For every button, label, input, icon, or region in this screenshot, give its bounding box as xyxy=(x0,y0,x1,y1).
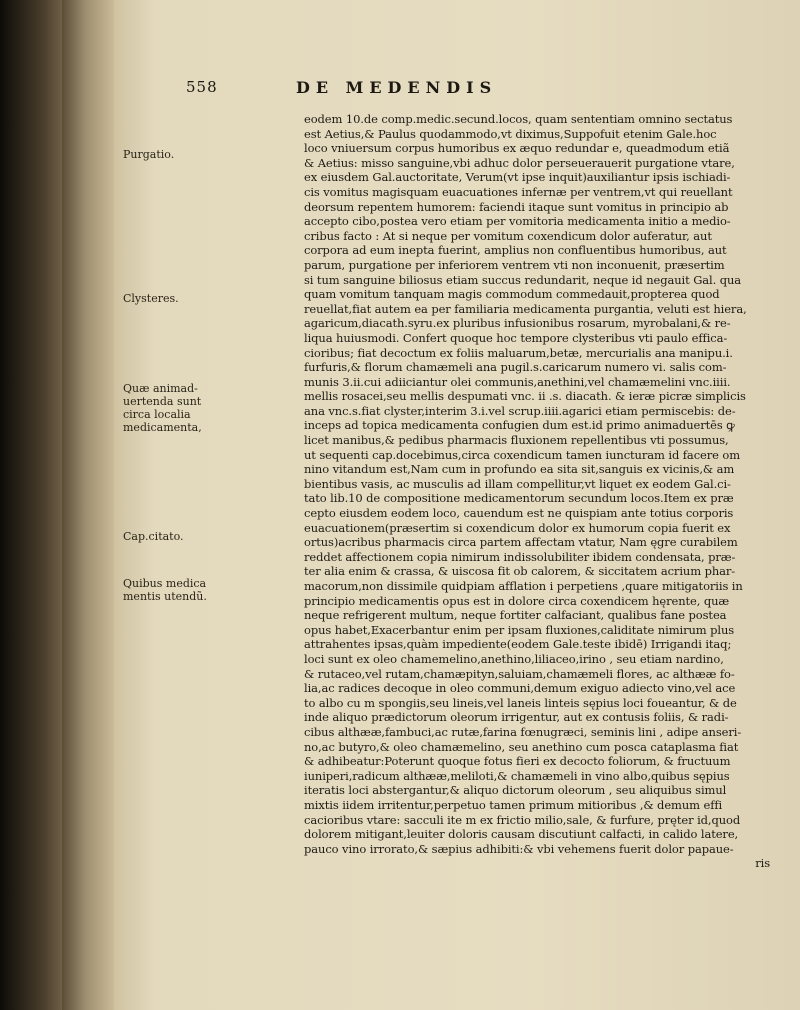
text-line: pauco vino irrorato,& sæpius adhibiti:& vbi vehemens fuerit dolor papaue- xyxy=(304,841,734,856)
text-line: corpora ad eum inepta fuerint, amplius non confluentibus humoribus, aut xyxy=(304,243,727,258)
text-line: cibus althææ,fambuci,ac rutæ,farina fœnugræci, seminis lini , adipe anseri- xyxy=(304,724,742,739)
text-line: accepto cibo,postea vero etiam per vomitoria medicamenta initio a medio- xyxy=(304,214,731,229)
margin-note-line: Quæ animad- xyxy=(123,382,198,395)
book-edge xyxy=(0,0,62,1010)
text-line: munis 3.ii.cui adiiciantur olei communis,anethini,vel chamæmelini vnc.iiii. xyxy=(304,374,731,389)
text-line: & Aetius: misso sanguine,vbi adhuc dolor perseuerauerit purgatione vtare, xyxy=(304,155,735,170)
text-line: nino vitandum est,Nam cum in profundo ea sita sit,sanguis ex vicinis,& am xyxy=(304,462,735,477)
running-header xyxy=(176,78,656,102)
text-line: si tum sanguine biliosus etiam succus redundarit, neque id negauit Gal. qua xyxy=(304,272,742,287)
text-line: iteratis loci abstergantur,& aliquo dictorum oleorum , seu aliquibus simul xyxy=(304,783,727,798)
text-line: no,ac butyro,& oleo chamæmelino, seu anethino cum posca cataplasma fiat xyxy=(304,739,739,754)
binding-gutter xyxy=(62,0,114,1010)
text-line: liqua huiusmodi. Confert quoque hoc tempore clysteribus vti paulo effica- xyxy=(304,330,728,345)
text-line: cioribus; fiat decoctum ex foliis maluarum,betæ, mercurialis ana manipu.i. xyxy=(304,345,733,360)
text-line: ortus)acribus pharmacis circa partem affectam vtatur, Nam ęgre curabilem xyxy=(304,535,738,550)
text-line: cepto eiusdem eodem loco, cauendum est ne quispiam ante totius corporis xyxy=(304,506,734,521)
text-line: parum, purgatione per inferiorem ventrem vti non inconuenit, præsertim xyxy=(304,257,725,272)
text-line: bientibus vasis, ac musculis ad illam compellitur,vt liquet ex eodem Gal.ci- xyxy=(304,476,731,491)
margin-note-clysteres xyxy=(123,292,215,305)
text-line: lia,ac radices decoque in oleo communi,demum exiguo adiecto vino,vel ace xyxy=(304,681,736,696)
body-text xyxy=(304,112,778,871)
text-line: principio medicamentis opus est in dolore circa coxendicem hęrente, quæ xyxy=(304,593,730,608)
margin-note-cap-citato xyxy=(123,530,215,543)
margin-note-quibus-medicamentis xyxy=(123,577,215,603)
text-line: to albo cu m spongiis,seu lineis,vel laneis linteis sępius loci foueantur, & de xyxy=(304,695,737,710)
text-line: cis vomitus magisquam euacuationes infernæ per ventrem,vt qui reuellant xyxy=(304,184,733,199)
text-line: est Aetius,& Paulus quodammodo,vt diximus,Suppofuit etenim Gale.hoc xyxy=(304,126,717,141)
text-line: reddet affectionem copia nimirum indissolubiliter ibidem condensata, præ- xyxy=(304,549,736,564)
text-line: ter alia enim & crassa, & uiscosa fit ob calorem, & siccitatem acrium phar- xyxy=(304,564,736,579)
text-line: dolorem mitigant,leuiter doloris causam discutiunt calfacti, in calido latere, xyxy=(304,827,739,842)
text-line: agaricum,diacath.syru.ex pluribus infusionibus rosarum, myrobalani,& re- xyxy=(304,316,731,331)
text-line: neque refrigerent multum, neque fortiter calfaciant, qualibus fane postea xyxy=(304,608,727,623)
margin-note-purgatio xyxy=(123,148,215,161)
running-title: DE MEDENDIS xyxy=(296,78,498,97)
text-line: & adhibeatur:Poterunt quoque fotus fieri ex decocto foliorum, & fructuum xyxy=(304,754,731,769)
text-line: quam vomitum tanquam magis commodum commedauit,propterea quod xyxy=(304,287,720,302)
text-line: macorum,non dissimile quidpiam afflation i perpetiens ,quare mitigatoriis in xyxy=(304,579,743,593)
text-line: inde aliquo prædictorum oleorum irrigentur, aut ex contusis foliis, & radi- xyxy=(304,710,729,725)
text-line: attrahentes ipsas,quàm impediente(eodem Gale.teste ibidē) Irrigandi itaq; xyxy=(304,637,732,652)
text-line: tato lib.10 de compositione medicamentorum secundum locos.Item ex præ xyxy=(304,491,734,506)
text-line: opus habet,Exacerbantur enim per ipsam fluxiones,caliditate nimirum plus xyxy=(304,622,735,637)
text-line: inceps ad topica medicamenta confugien dum est.id primo animaduertēs ꝙ xyxy=(304,418,735,433)
text-line: loci sunt ex oleo chamemelino,anethino,liliaceo,irino , seu etiam nardino, xyxy=(304,651,724,666)
page-number: 558 xyxy=(186,78,218,96)
text-line: euacuationem(præsertim si coxendicum dolor ex humorum copia fuerit ex xyxy=(304,520,731,535)
text-line: ana vnc.s.fiat clyster,interim 3.i.vel scrup.iiii.agarici etiam permiscebis: de- xyxy=(304,403,736,418)
text-line: ex eiusdem Gal.auctoritate, Verum(vt ipse inquit)auxiliantur ipsis ischiadi- xyxy=(304,170,731,185)
text-line: reuellat,fiat autem ea per familiaria medicamenta purgantia, veluti est hiera, xyxy=(304,301,747,316)
margin-note-quae-animadvertenda xyxy=(123,382,215,434)
margin-note-line: Cap.citato. xyxy=(123,530,184,543)
margin-note-line: Purgatio. xyxy=(123,148,175,161)
catchword: ris xyxy=(755,856,770,871)
margin-note-line: Quibus medica xyxy=(123,577,207,590)
text-line: eodem 10.de comp.medic.secund.locos, quam sententiam omnino sectatus xyxy=(304,112,733,126)
text-line: cribus facto : At si neque per vomitum coxendicum dolor auferatur, aut xyxy=(304,228,712,243)
margin-note-line: mentis utendũ. xyxy=(123,590,207,603)
text-line: mellis rosacei,seu mellis despumati vnc. ii .s. diacath. & ieræ picræ simplicis xyxy=(304,389,746,404)
margin-note-line: uertenda sunt xyxy=(123,395,202,408)
text-line: deorsum repentem humorem: faciendi itaque sunt vomitus in principio ab xyxy=(304,199,729,214)
text-line: loco vniuersum corpus humoribus ex æquo redundar e, queadmodum etiã xyxy=(304,141,730,156)
margin-note-line: Clysteres. xyxy=(123,292,179,305)
text-line: furfuris,& florum chamæmeli ana pugil.s.caricarum numero vi. salis com- xyxy=(304,360,727,375)
text-line: iuniperi,radicum althææ,meliloti,& chamæmeli in vino albo,quibus sępius xyxy=(304,768,730,783)
margin-note-line: circa localia xyxy=(123,408,191,421)
text-line: licet manibus,& pedibus pharmacis fluxionem repellentibus vti possumus, xyxy=(304,433,729,448)
text-line: & rutaceo,vel rutam,chamæpityn,saluiam,chamæmeli flores, ac althææ fo- xyxy=(304,666,735,681)
text-line: mixtis iidem irritentur,perpetuo tamen primum mitioribus ,& demum effi xyxy=(304,797,723,812)
text-line: cacioribus vtare: sacculi ite m ex frictio milio,sale, & furfure, pręter id,quod xyxy=(304,812,741,827)
margin-note-line: medicamenta, xyxy=(123,421,202,434)
text-line: ut sequenti cap.docebimus,circa coxendicum tamen iuncturam id facere om xyxy=(304,447,741,462)
